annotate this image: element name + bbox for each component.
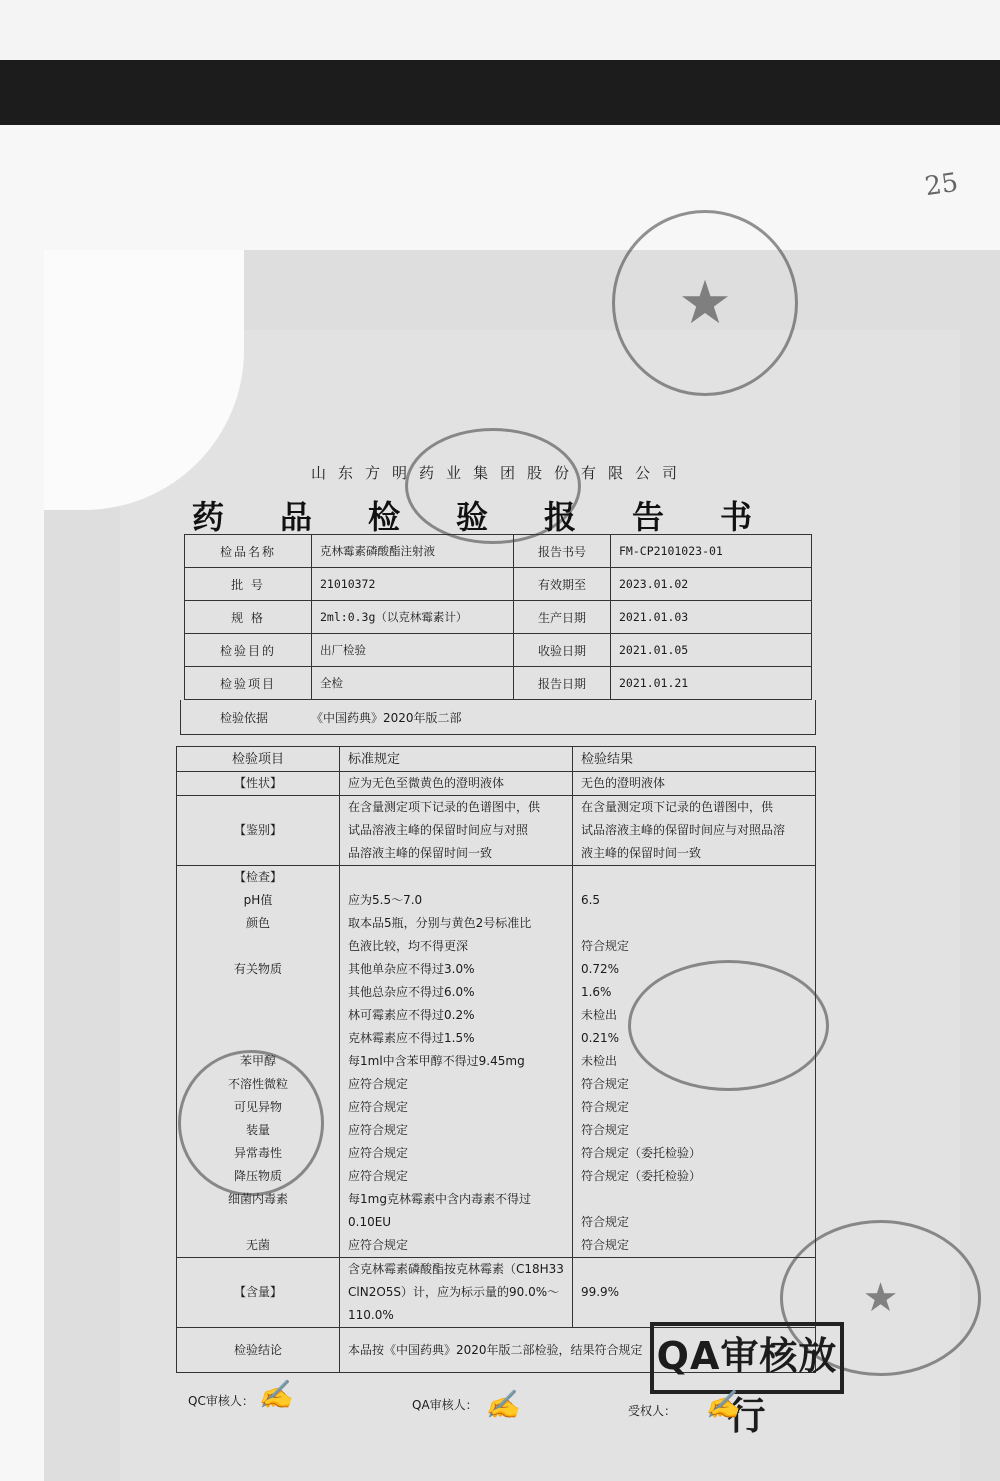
table-row-content [177, 1258, 816, 1328]
product-value: 克林霉素磷酸酯注射液 [312, 535, 514, 568]
check-result: 未检出 [580, 1008, 617, 1022]
check-item: 颜色 [245, 916, 270, 930]
basis-label: 检验依据 [219, 711, 268, 725]
star-icon: ★ [678, 268, 732, 338]
check-standard [348, 866, 564, 889]
check-standard: 每1mg克林霉素中含内毒素不得过 [348, 1192, 531, 1206]
check-item: pH值 [243, 893, 273, 907]
check-standard: 色液比较，均不得更深 [348, 939, 469, 953]
report-title: 药品检验报告书 [191, 498, 808, 536]
check-standard: 克林霉素应不得过1.5% [348, 1031, 475, 1045]
authorized-signature: ✍ [705, 1388, 740, 1421]
checks-items [177, 866, 340, 1258]
check-item [185, 1027, 331, 1050]
qc-reviewer-label: QC审核人： [188, 1394, 254, 1408]
check-standard: 应符合规定 [348, 1146, 409, 1160]
table-row-appearance [177, 772, 816, 796]
report-no-label: 报告书号 [514, 535, 611, 568]
check-result: 符合规定 [580, 939, 629, 953]
check-item: 异常毒性 [233, 1146, 282, 1160]
items-value: 全检 [312, 667, 514, 700]
check-result: 符合规定 [580, 1077, 629, 1091]
check-result: 符合规定（委托检验） [580, 1169, 701, 1183]
product-info-table [184, 534, 812, 700]
appearance-result: 无色的澄明液体 [572, 772, 815, 796]
handwritten-page-number: 25 [923, 167, 961, 203]
check-item: 【检查】 [233, 870, 282, 884]
text-line: 含克林霉素磷酸酯按克林霉素（C18H33 [348, 1262, 564, 1276]
column-header: 检验项目 [177, 747, 340, 772]
batch-label: 批 号 [185, 568, 312, 601]
items-label: 检验项目 [185, 667, 312, 700]
content-item: 【含量】 [177, 1258, 340, 1328]
text-line: 在含量测定项下记录的色谱图中，供 [580, 800, 773, 814]
authorized-person-label: 受权人： [628, 1404, 677, 1418]
column-header: 检验结果 [572, 747, 815, 772]
basis-row [180, 700, 816, 735]
text-line: 品溶液主峰的保留时间一致 [348, 846, 493, 860]
qa-reviewer-label: QA审核人： [412, 1398, 478, 1412]
check-result [581, 912, 807, 935]
check-standard: 应符合规定 [348, 1169, 409, 1183]
spec-label: 规 格 [185, 601, 312, 634]
scan-top-band [0, 0, 1000, 125]
qa-release-stamp: QA审核放行 [650, 1322, 844, 1394]
check-item: 降压物质 [233, 1169, 282, 1183]
check-item: 苯甲醇 [239, 1054, 276, 1068]
check-standard: 应符合规定 [348, 1238, 409, 1252]
conclusion-text: 本品按《中国药典》2020年版二部检验，结果符合规定 [340, 1328, 816, 1373]
check-result: 0.72% [580, 962, 620, 976]
table-row [185, 568, 812, 601]
table-row-identification [177, 796, 816, 866]
content-result: 99.9% [572, 1258, 815, 1328]
checks-results [572, 866, 815, 1258]
purpose-value: 出厂检验 [312, 634, 514, 667]
check-standard: 0.10EU [348, 1215, 392, 1229]
report-date-label: 报告日期 [514, 667, 611, 700]
purpose-label: 检验目的 [185, 634, 312, 667]
checks-standards [340, 866, 573, 1258]
check-standard: 其他总杂应不得过6.0% [348, 985, 475, 999]
identification-item: 【鉴别】 [177, 796, 340, 866]
check-item: 无菌 [245, 1238, 270, 1252]
check-standard: 应符合规定 [348, 1123, 409, 1137]
check-standard: 取本品5瓶，分别与黄色2号标准比 [348, 916, 532, 930]
check-result: 符合规定（委托检验） [580, 1146, 701, 1160]
check-item: 细菌内毒素 [227, 1192, 288, 1206]
check-result: 符合规定 [580, 1123, 629, 1137]
report-date-value: 2021.01.21 [611, 667, 812, 700]
check-item: 装量 [245, 1123, 270, 1137]
text-line: ClN2O5S）计，应为标示量的90.0%～ [348, 1285, 560, 1299]
check-item [185, 981, 331, 1004]
expiry-value: 2023.01.02 [611, 568, 812, 601]
table-row [185, 535, 812, 568]
text-line: 110.0% [348, 1308, 394, 1322]
product-label: 检品名称 [185, 535, 312, 568]
results-table [176, 746, 816, 1373]
appearance-standard: 应为无色至微黄色的澄明液体 [340, 772, 573, 796]
check-item [185, 935, 331, 958]
check-item: 可见异物 [233, 1100, 282, 1114]
check-result: 0.21% [580, 1031, 620, 1045]
mfg-date-label: 生产日期 [514, 601, 611, 634]
expiry-label: 有效期至 [514, 568, 611, 601]
check-result: 符合规定 [580, 1238, 629, 1252]
check-standard: 应为5.5～7.0 [348, 893, 423, 907]
check-item: 有关物质 [233, 962, 282, 976]
check-item [185, 1004, 331, 1027]
check-result: 符合规定 [580, 1100, 629, 1114]
check-standard: 应符合规定 [348, 1077, 409, 1091]
content-standard [340, 1258, 573, 1328]
text-line: 试品溶液主峰的保留时间应与对照 [348, 823, 529, 837]
check-result: 未检出 [580, 1054, 617, 1068]
check-result: 符合规定 [580, 1215, 629, 1229]
column-header: 标准规定 [340, 747, 573, 772]
batch-value: 21010372 [312, 568, 514, 601]
check-standard: 其他单杂应不得过3.0% [348, 962, 475, 976]
received-date-value: 2021.01.05 [611, 634, 812, 667]
mfg-date-value: 2021.01.03 [611, 601, 812, 634]
text-line: 在含量测定项下记录的色谱图中，供 [348, 800, 541, 814]
qa-signature: ✍ [485, 1388, 520, 1421]
report-no-value: FM-CP2101023-01 [611, 535, 812, 568]
spec-value: 2ml:0.3g（以克林霉素计） [312, 601, 514, 634]
identification-standard [340, 796, 573, 866]
text-line: 试品溶液主峰的保留时间应与对照品溶 [580, 823, 785, 837]
check-standard: 应符合规定 [348, 1100, 409, 1114]
appearance-item: 【性状】 [177, 772, 340, 796]
check-result [581, 866, 807, 889]
conclusion-item: 检验结论 [177, 1328, 340, 1373]
table-row-checks [177, 866, 816, 1258]
text-line: 液主峰的保留时间一致 [580, 846, 701, 860]
check-item: 不溶性微粒 [227, 1077, 288, 1091]
check-standard: 每1ml中含苯甲醇不得过9.45mg [348, 1054, 525, 1068]
check-result: 1.6% [580, 985, 612, 999]
check-standard: 林可霉素应不得过0.2% [348, 1008, 475, 1022]
star-icon: ★ [862, 1275, 899, 1321]
table-row [185, 601, 812, 634]
check-result: 6.5 [580, 893, 601, 907]
table-row [185, 667, 812, 700]
table-header-row [177, 747, 816, 772]
identification-result [572, 796, 815, 866]
table-row [185, 634, 812, 667]
company-name: 山东方明药业集团股份有限公司 [310, 464, 689, 482]
check-result [581, 1188, 807, 1211]
check-item [185, 1211, 331, 1234]
qc-signature: ✍ [258, 1378, 293, 1411]
basis-value: 《中国药典》2020年版二部 [311, 711, 462, 725]
company-seal-top-right [612, 210, 798, 396]
received-date-label: 收验日期 [514, 634, 611, 667]
